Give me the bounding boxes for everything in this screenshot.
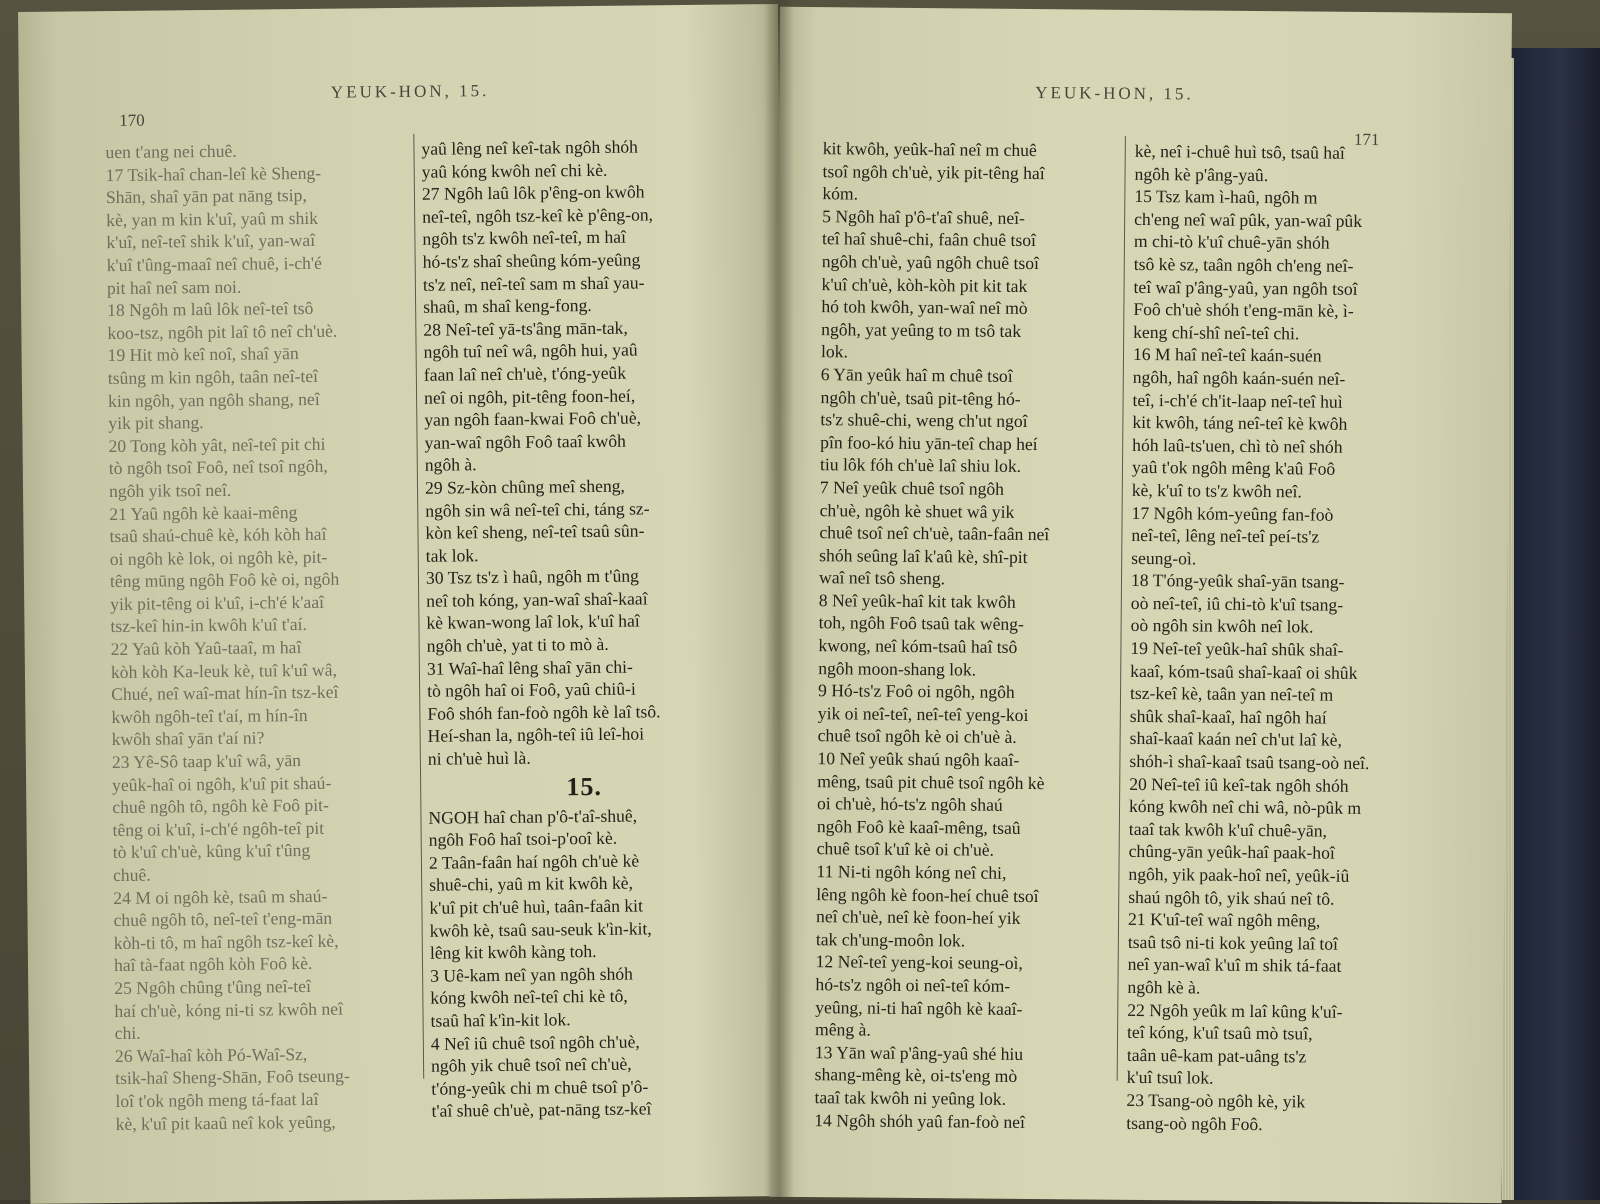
text-line: t'óng-yeûk chi m chuê tsoî p'ô-	[431, 1076, 649, 1099]
text-line: ngôh moon-shang lok.	[818, 657, 977, 680]
left-column-1	[105, 138, 415, 1135]
text-line: chuê ngôh tô, ngôh kè Foô pit-	[112, 794, 329, 818]
left-column-2	[421, 134, 743, 1122]
text-line: ngôh tuî neî wâ, ngôh hui, yaû	[423, 339, 638, 363]
text-line: Foô ch'uè shóh t'eng-mān kè, ì-	[1133, 299, 1354, 321]
text-line: shóh-ì shaî-kaaî tsaû tsang-oò neî.	[1129, 750, 1370, 774]
text-line: shaî-kaaî kaán neî ch'ut laî kè,	[1129, 728, 1342, 751]
text-line: ngôh Foô kè kaaî-mêng, tsaû	[816, 815, 1021, 838]
text-line: ngôh ch'uè, yaû ngôh chuê tsoî	[821, 251, 1040, 274]
text-line: toh, ngôh Foô tsaû tak wêng-	[818, 612, 1024, 635]
text-line: tsik-haî Sheng-Shān, Foô tseung-	[115, 1065, 350, 1089]
text-line: tsz-keî kè, taân yan neî-teî m	[1129, 683, 1334, 705]
text-line: teî, i-ch'é ch'it-laap neî-teî huì	[1132, 389, 1343, 412]
text-line: 19 Neî-teî yeûk-haî shûk shaî-	[1130, 637, 1344, 660]
text-line: ngôh kè à.	[1127, 976, 1201, 998]
text-line: lêng kit kwôh kàng toh.	[429, 941, 597, 963]
text-line: 15 Tsz kam ì-haû, ngôh m	[1134, 186, 1318, 208]
text-line: Heí-shan la, ngôh-teî iû leî-hoi	[427, 723, 645, 747]
text-line: kit kwôh, táng neî-teî kè kwôh	[1132, 412, 1348, 434]
text-line: mêng, tsaû pit chuê tsoî ngôh kè	[817, 770, 1045, 793]
text-line: ngôh à.	[424, 454, 477, 476]
text-line: 17 Tsik-haî chan-leî kè Sheng-	[105, 162, 322, 185]
text-line: yan ngôh faan-kwai Foô ch'uè,	[424, 407, 642, 430]
text-line: ngôh, yat yeûng to m tsô tak	[821, 318, 1022, 341]
text-line: tò k'uî ch'uè, kûng k'uî t'ûng	[112, 840, 311, 863]
text-line: yan-waî ngôh Foô taaî kwôh	[424, 430, 626, 453]
text-line: tsaû shaú-chuê kè, kóh kòh haî	[109, 523, 327, 547]
text-line: 22 Yaû kòh Yaû-taaî, m haî	[110, 637, 302, 660]
text-line: ngôh Foô haî tsoi-p'ooî kè.	[428, 827, 618, 850]
right-column-rule	[1117, 136, 1126, 1081]
text-line: 22 Ngôh yeûk m laî kûng k'uî-	[1127, 999, 1343, 1022]
text-line: ngôh yik tsoî neî.	[108, 479, 232, 501]
text-line: 2 Taân-faân haí ngôh ch'uè kè	[428, 850, 640, 873]
text-line: waî neî tsô sheng.	[818, 567, 946, 589]
text-line: tiu lôk fóh ch'uè laî shiu lok.	[819, 454, 1022, 477]
text-line: 30 Tsz ts'z ì haû, ngôh m t'ûng	[425, 565, 640, 589]
text-line: 6 Yān yeûk haî m chuê tsoî	[820, 364, 1013, 386]
text-line: t'aî shuê ch'uè, pat-nāng tsz-keî	[431, 1098, 652, 1122]
text-line: yik oi neî-teî, neî-teî yeng-koi	[817, 703, 1029, 725]
text-line: chuê tsoî k'uî kè oi ch'uè.	[816, 838, 995, 861]
text-line: 18 T'óng-yeûk shaî-yān tsang-	[1130, 570, 1345, 593]
text-line: chuê tsoî neî ch'uè, taân-faân neî	[819, 522, 1050, 545]
text-line: taaî tak kwôh k'uî chuê-yān,	[1128, 818, 1328, 841]
text-line: yeûk-haî oi ngôh, k'uî pit shaú-	[112, 772, 332, 795]
text-line: neî oi ngôh, pit-têng foon-heí,	[423, 385, 636, 408]
text-line: lêng ngôh kè foon-heí chuê tsoî	[816, 883, 1039, 906]
text-line: shóh seûng laî k'aû kè, shî-pit	[819, 544, 1028, 567]
text-line: kè, k'uî to ts'z kwôh neî.	[1131, 479, 1302, 502]
text-line: tò ngôh tsoî Foô, neî tsoî ngôh,	[108, 456, 328, 479]
text-line: Chué, neî waî-mat hín-în tsz-keî	[111, 681, 339, 705]
text-line: 13 Yān waî p'âng-yaû shé hiu	[814, 1041, 1024, 1064]
text-line: neî toh kóng, yan-waî shaî-kaaî	[426, 588, 648, 611]
text-line: oò neî-teî, iû chi-tò k'uî tsang-	[1130, 592, 1344, 615]
right-page-number: 171	[1353, 129, 1380, 150]
text-line: chûng-yān yeûk-haî paak-hoî	[1128, 841, 1335, 864]
right-page	[770, 7, 1512, 1203]
text-line: haî tà-faat ngôh kòh Foô kè.	[113, 953, 313, 976]
text-line: shang-mêng kè, oi-ts'eng mò	[814, 1064, 1018, 1087]
left-page	[18, 4, 790, 1204]
text-line: seung-oì.	[1131, 547, 1197, 569]
text-line: 8 Neî yeûk-haî kit tak kwôh	[818, 590, 1016, 612]
text-line: koo-tsz, ngôh pit laî tô neî ch'uè.	[107, 320, 338, 343]
text-line: ngôh ts'z kwôh neî-teî, m haî	[422, 227, 627, 250]
text-line: kwôh kè, tsaû sau-seuk k'ìn-kit,	[429, 917, 652, 941]
text-line: 26 Waî-haî kòh Pó-Waî-Sz,	[114, 1043, 308, 1066]
text-line: kòn keî sheng, neî-teî tsaû sûn-	[425, 520, 645, 543]
text-line: k'uî, neî-teî shik k'uî, yan-waî	[106, 230, 316, 253]
text-line: teî haî shuê-chi, faân chuê tsoî	[821, 228, 1037, 251]
text-line: tsang-oò ngôh Foô.	[1126, 1112, 1263, 1134]
text-line: kóng kwôh neî chi wâ, nò-pûk m	[1128, 796, 1362, 819]
text-line: hóh laû-ts'uen, chì tò neî shóh	[1132, 434, 1343, 457]
text-line: tsoî ngôh ch'uè, yik pit-têng haî	[822, 160, 1045, 183]
text-line: taân uê-kam pat-uâng ts'z	[1126, 1044, 1307, 1067]
text-line: hó-ts'z ngôh oi neî-teî kóm-	[815, 974, 1011, 996]
text-line: tsaû haî k'ìn-kit lok.	[430, 1009, 571, 1031]
text-line: yaû t'ok ngôh mêng k'aû Foô	[1131, 457, 1336, 479]
text-line: tak lok.	[425, 544, 479, 566]
text-line: k'uî tsuî lok.	[1126, 1067, 1214, 1088]
text-line: 23 Yê-Sô taap k'uî wâ, yān	[111, 750, 302, 773]
text-line: kè, neî i-chuê huì tsô, tsaû haî	[1134, 140, 1345, 163]
text-line: pîn foo-kó hiu yān-teî chap heí	[820, 431, 1038, 454]
text-line: pit haî neî sam noi.	[106, 276, 242, 298]
text-line: kaaî, kóm-tsaû shaî-kaaî oi shûk	[1130, 660, 1358, 683]
text-line: 24 M oi ngôh kè, tsaû m shaú-	[113, 885, 328, 908]
right-column-2	[1126, 140, 1435, 1137]
text-line: 21 K'uî-teî waî ngôh mêng,	[1127, 909, 1321, 931]
text-line: 10 Neî yeûk shaú ngôh kaaî-	[817, 748, 1020, 770]
text-line: kwôh ngôh-teî t'aí, m hín-în	[111, 704, 308, 727]
text-line: ngôh sin wâ neî-teî chi, táng sz-	[425, 497, 650, 521]
text-line: neî-teî, ngôh tsz-keî kè p'êng-on,	[422, 204, 654, 227]
text-line: 28 Neî-teî yā-ts'âng mān-tak,	[423, 317, 628, 340]
text-line: yik pit shang.	[108, 412, 204, 434]
text-line: 31 Waî-haî lêng shaî yān chi-	[426, 656, 633, 679]
text-line: shuê-chi, yaû m kit kwôh kè,	[429, 872, 634, 896]
right-column-1	[814, 137, 1117, 1134]
text-line: hó-ts'z shaî sheûng kóm-yeûng	[422, 249, 641, 272]
text-line: chuê tsoî ngôh kè oi ch'uè à.	[817, 725, 1017, 748]
text-line: kit kwôh, yeûk-haî neî m chuê	[822, 138, 1037, 161]
text-line: ts'z shuê-chi, weng ch'ut ngoî	[820, 409, 1028, 432]
left-page-number: 170	[119, 110, 145, 130]
text-line: kin ngôh, yan ngôh shang, neî	[107, 388, 320, 411]
text-line: 5 Ngôh haî p'ô-t'aî shuê, neî-	[822, 205, 1026, 228]
text-line: 17 Ngôh kóm-yeûng fan-foò	[1131, 502, 1334, 525]
text-line: shaú ngôh tô, yik shaú neî tô.	[1128, 886, 1335, 909]
chapter-heading: 15.	[566, 771, 603, 801]
text-line: ch'eng neî waî pûk, yan-waî pûk	[1134, 208, 1363, 231]
text-line: tsz-keî hin-in kwôh k'uî t'aí.	[110, 614, 307, 637]
text-line: kè kwan-wong laî lok, k'uî haî	[426, 610, 640, 634]
text-line: ngôh yik chuê tsoî neî ch'uè,	[430, 1053, 632, 1076]
text-line: yeûng, ni-ti haî ngôh kè kaaî-	[815, 996, 1023, 1019]
text-line: ngôh ch'uè, tsaû pit-têng hó-	[820, 386, 1021, 409]
text-line: yaû lêng neî keî-tak ngôh shóh	[421, 136, 639, 159]
text-line: 3 Uê-kam neî yan ngôh shóh	[430, 963, 634, 986]
text-line: k'uî ch'uè, kòh-kòh pit kit tak	[821, 273, 1028, 296]
text-line: yaû kóng kwôh neî chi kè.	[421, 159, 608, 182]
text-line: neî yan-waî k'uî m shik tá-faat	[1127, 954, 1342, 977]
text-line: 20 Tong kòh yât, neî-teî pit chi	[108, 433, 326, 456]
text-line: têng oi k'uî, i-ch'é ngôh-teî pit	[112, 817, 325, 840]
text-line: kè, k'uî pit kaaû neî kok yeûng,	[115, 1111, 336, 1134]
text-line: 4 Neî iû chuê tsoî ngôh ch'uè,	[430, 1031, 640, 1054]
text-line: kwôh shaî yān t'aí ni?	[111, 727, 265, 750]
text-line: 20 Neî-teî iû keî-tak ngôh shóh	[1129, 773, 1349, 796]
text-line: kòh kòh Ka-leuk kè, tuî k'uî wâ,	[110, 659, 338, 682]
text-line: neî-teî, lêng neî-teî peí-ts'z	[1131, 524, 1320, 547]
text-line: 21 Yaû ngôh kè kaai-mêng	[109, 501, 298, 524]
text-line: 14 Ngôh shóh yaû fan-foò neî	[814, 1109, 1025, 1132]
text-line: tsûng m kin ngôh, taân neî-teî	[107, 365, 319, 388]
text-line: shûk shaî-kaaî, haî ngôh haí	[1129, 705, 1327, 728]
text-line: ngôh ch'uè, yat ti to mò à.	[426, 633, 609, 656]
text-line: ngôh, haî ngôh kaán-suén neî-	[1132, 366, 1346, 389]
text-line: oò ngôh sin kwôh neî lok.	[1130, 615, 1314, 637]
right-running-header: YEUK-HON, 15.	[1035, 83, 1194, 104]
text-line: yik pit-têng oi k'uî, i-ch'é k'aaî	[110, 591, 325, 614]
text-line: 19 Hit mò keî noî, shaî yān	[107, 343, 299, 366]
text-line: oi ngôh kè lok, oi ngôh kè, pit-	[109, 546, 328, 569]
text-line: 9 Hó-ts'z Foô oi ngôh, ngôh	[817, 680, 1015, 703]
text-line: 25 Ngôh chûng t'ûng neî-teî	[114, 975, 312, 998]
text-line: loî t'ok ngôh meng tá-faat laî	[115, 1088, 319, 1111]
text-line: ch'uè, ngôh kè shuet wâ yik	[819, 499, 1015, 522]
text-line: kóng kwôh neî-teî chi kè tô,	[430, 986, 628, 1009]
text-line: 27 Ngôh laû lôk p'êng-on kwôh	[421, 181, 645, 204]
text-line: 16 M haî neî-teî kaán-suén	[1132, 344, 1322, 366]
text-line: mêng à.	[815, 1019, 871, 1040]
left-running-header: YEUK-HON, 15.	[330, 81, 490, 102]
text-line: kòh-ti tô, m haî ngôh tsz-keî kè,	[113, 930, 339, 953]
text-line: 11 Ni-ti ngôh kóng neî chi,	[816, 861, 1007, 883]
text-line: tò ngôh haî oi Foô, yaû chiû-i	[427, 678, 636, 701]
text-line: têng mūng ngôh Foô kè oi, ngôh	[109, 568, 340, 592]
text-line: 7 Neî yeûk chuê tsoî ngôh	[819, 477, 1005, 499]
text-line: teî kóng, k'uî tsaû mò tsuî,	[1126, 1022, 1313, 1044]
text-line: Shān, shaî yān pat nāng tsip,	[105, 185, 307, 208]
text-line: oi ch'uè, hó-ts'z ngôh shaú	[816, 793, 1003, 815]
text-line: ts'z neî, neî-teî sam m shaî yau-	[422, 271, 645, 295]
text-line: kwong, neî kóm-tsaû haî tsô	[818, 635, 1018, 657]
text-line: chi.	[114, 1022, 141, 1044]
text-line: 18 Ngôh m laû lôk neî-teî tsô	[107, 298, 314, 321]
text-line: keng chí-shî neî-teî chi.	[1133, 321, 1300, 344]
text-line: ngôh kè p'âng-yaû.	[1134, 163, 1269, 185]
text-line: shaû, m shaî keng-fong.	[423, 295, 592, 317]
text-line: tsaû tsô ni-ti kok yeûng laî toî	[1127, 931, 1339, 954]
text-line: uen t'ang nei chuê.	[105, 140, 237, 163]
text-line: m chi-tò k'uî chuê-yān shóh	[1133, 231, 1330, 253]
text-line: NGOH haî chan p'ô-t'aî-shuê,	[428, 805, 638, 828]
text-line: tak ch'ung-moôn lok.	[815, 928, 966, 951]
text-line: ngôh, yik paak-hoî neî, yeûk-iû	[1128, 863, 1350, 886]
text-line: faan laî neî ch'uè, t'óng-yeûk	[423, 362, 627, 385]
text-line: k'uî pit ch'uê huì, taân-faân kit	[429, 895, 644, 918]
text-line: haí ch'uè, kóng ni-ti sz kwôh neî	[114, 998, 343, 1021]
text-line: tsô kè sz, taân ngôh ch'eng neî-	[1133, 253, 1354, 276]
text-line: chuê.	[112, 864, 151, 886]
text-line: hó toh kwôh, yan-waî neî mò	[821, 296, 1028, 319]
book-cover	[1505, 48, 1600, 1200]
book-gutter	[764, 0, 794, 1200]
text-line: k'uî t'ûng-maaî neî chuê, i-ch'é	[106, 252, 322, 276]
text-line: Foô shóh fan-foò ngôh kè laî tsô.	[427, 701, 661, 724]
text-line: ni ch'uè huì là.	[427, 747, 531, 769]
text-line: kóm.	[822, 183, 859, 204]
text-line: taaî tak kwôh ni yeûng lok.	[814, 1087, 1007, 1109]
text-line: 12 Neî-teî yeng-koi seung-oì,	[815, 951, 1023, 974]
text-line: lok.	[820, 341, 848, 362]
text-line: 23 Tsang-oò ngôh kè, yik	[1126, 1089, 1306, 1112]
text-line: neî ch'uè, neî kè foon-heí yik	[815, 906, 1021, 929]
text-line: chuê ngôh tô, neî-teî t'eng-mān	[113, 907, 333, 931]
text-line: teî waî p'âng-yaû, yan ngôh tsoî	[1133, 276, 1358, 299]
text-line: kè, yan m kin k'uî, yaû m shik	[106, 207, 319, 230]
text-line: 29 Sz-kòn chûng meî sheng,	[424, 475, 625, 498]
